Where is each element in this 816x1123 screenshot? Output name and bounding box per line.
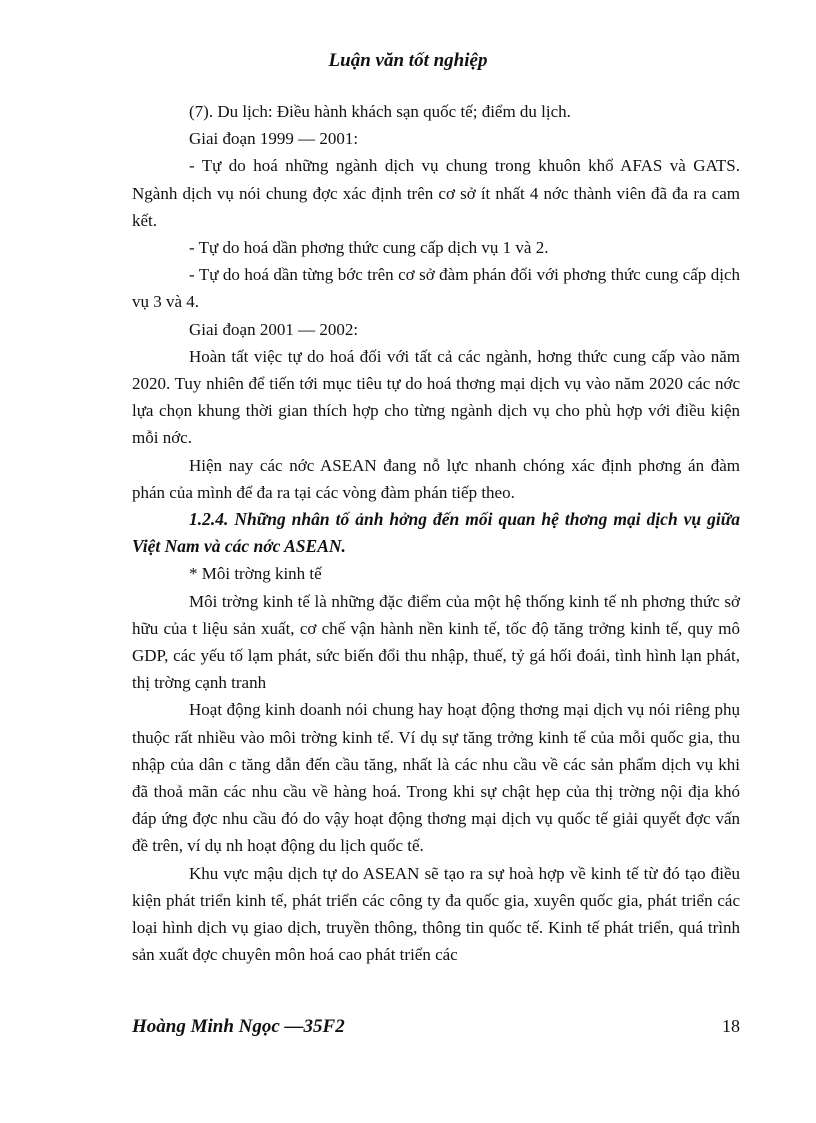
paragraph-afta-integration: Khu vực mậu dịch tự do ASEAN sẽ tạo ra sự hoà hợp về kinh tế từ đó tạo điều kiện phát triển kinh tế, phát triển các công ty đa quốc gia, xuyên quốc gia, phát triển các loại hình dịch vụ giao dịch, truyền thông, thông tin quốc tế. Kinh tế phát triển, quá trình sản xuất đợc chuyên môn hoá cao phát triển các xyxy=(132,863,740,965)
section-heading-1-2-4: 1.2.4. Những nhân tố ảnh hởng đến mối quan hệ thơng mại dịch vụ giữa Việt Nam và các nớc ASEAN. xyxy=(132,509,740,557)
page-header-title: Luận văn tốt nghiệp xyxy=(328,50,488,71)
paragraph-phase-2001-2002: Giai đoạn 2001 — 2002: xyxy=(189,319,359,339)
paragraph-liberalize-afas-gats: - Tự do hoá những ngành dịch vụ chung trong khuôn khổ AFAS và GATS. Ngành dịch vụ nói chung đợc xác định trên cơ sở ít nhất 4 nớc thành viên đã đa ra cam kết. xyxy=(132,156,740,230)
paragraph-economic-environment-definition: Môi trờng kinh tế là những đặc điểm của một hệ thống kinh tế nh phơng thức sở hữu của t liệu sản xuất, cơ chế vận hành nền kinh tế, tốc độ tăng trởng kinh tế, quy mô GDP, các yếu tố lạm phát, sức biến đổi thu nhập, thuế, tỷ gá hối đoái, tình hình lạn phát, thị trờng cạnh tranh xyxy=(132,591,740,693)
paragraph-economic-environment-label: * Môi trờng kinh tế xyxy=(189,564,322,584)
footer-author: Hoàng Minh Ngọc —35F2 xyxy=(132,1016,345,1037)
paragraph-tourism-services: (7). Du lịch: Điều hành khách sạn quốc tế; điểm du lịch. xyxy=(189,102,571,121)
paragraph-mode-1-2: - Tự do hoá dần phơng thức cung cấp dịch vụ 1 và 2. xyxy=(189,238,549,258)
paragraph-mode-3-4: - Tự do hoá dần từng bớc trên cơ sở đàm phán đối với phơng thức cung cấp dịch vụ 3 và 4. xyxy=(132,265,740,312)
page-footer xyxy=(132,1016,740,1046)
paragraph-business-dependence: Hoạt động kinh doanh nói chung hay hoạt động thơng mại dịch vụ nói riêng phụ thuộc rất nhiều vào môi trờng kinh tế. Ví dụ sự tăng trởng kinh tế của mỗi quốc gia, thu nhập của dân c tăng dẫn đến cầu tăng, nhất là các nhu cầu về các sản phẩm dịch vụ khi đã thoả mãn các nhu cầu về hàng hoá. Trong khi sự chật hẹp của thị trờng nội địa khó đáp ứng đợc nhu cầu đó do vậy hoạt động thơng mại dịch vụ quốc tế giải quyết đợc vấn đề trên, ví dụ nh hoạt động du lịch quốc tế. xyxy=(132,700,740,856)
paragraph-asean-negotiation: Hiện nay các nớc ASEAN đang nỗ lực nhanh chóng xác định phơng án đàm phán của mình để đa ra tại các vòng đàm phán tiếp theo. xyxy=(132,455,740,502)
paragraph-phase-1999-2001: Giai đoạn 1999 — 2001: xyxy=(189,129,359,149)
page-number: 18 xyxy=(722,1016,740,1036)
document-body xyxy=(132,98,740,969)
paragraph-complete-liberalization: Hoàn tất việc tự do hoá đối với tất cả các ngành, hơng thức cung cấp vào năm 2020. Tuy nhiên để tiến tới mục tiêu tự do hoá thơng mại dịch vụ vào năm 2020 các nớc lựa chọn khung thời gian thích hợp cho từng ngành dịch vụ cho phù hợp với điều kiện mỗi nớc. xyxy=(132,346,740,448)
